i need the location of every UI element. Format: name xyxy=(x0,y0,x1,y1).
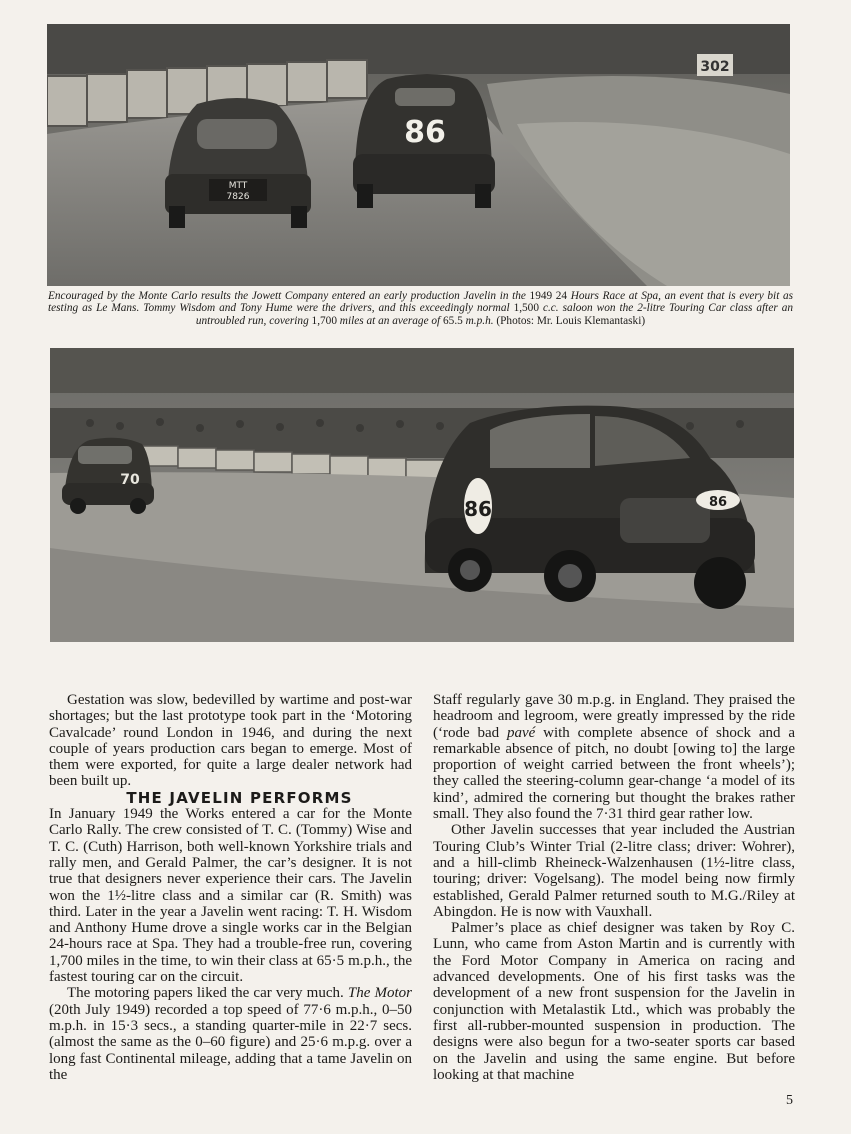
trailing-car-number: 70 xyxy=(120,472,140,488)
plate-line-1: MTT xyxy=(228,181,248,191)
paragraph: The motoring papers liked the car very much. The Motor (20th July 1949) recorded a top speed of 77·6 m.p.h., 0–50 m.p.h. in 15·3 secs., a standing quarter-mile in 22·7 secs. (almost the same as the 0–60 figure) and 25·6 m.p.g. over a long fast Continental mileage, adding that a tame Javelin on the xyxy=(49,985,413,1083)
page-number: 5 xyxy=(786,1093,793,1108)
paragraph: Other Javelin successes that year included the Austrian Touring Club’s Winter Trial (2-litre class; driver: Wohrer), and a hill-climb Rheineck-Walzenhausen (1½-litre class, touring; driver: Vogelsang). The model being now firmly established, Gerald Palmer returned south to M.G./Riley at Abingdon. He is now with Vauxhall. xyxy=(433,822,795,920)
photo-credit: (Photos: Mr. Louis Klemantaski) xyxy=(496,314,646,327)
paragraph: Gestation was slow, bedevilled by wartime and post-war shortages; but the last prototype took part in the ‘Motoring Cavalcade’ round London in 1946, and during the next couple of years production cars began to emerge. Most of them were exported, for quite a large dealer network had been built up. xyxy=(49,692,412,790)
section-heading: THE JAVELIN PERFORMS xyxy=(126,788,353,807)
lead-car-front-number: 86 xyxy=(708,495,728,510)
lead-car-side-number: 86 xyxy=(464,497,492,521)
photo-caption: Encouraged by the Monte Carlo results the Jowett Company entered an early production Javelin in the 1949 24 Hours Race at Spa, an event that is every bit as testing as Le Mans. Tommy Wisdom and Tony Hume were the drivers, and this exceedingly normal 1,500 c.c. saloon won the 2-litre Touring Car class after an untroubled run, covering 1,700 miles at an average of 65.5 m.p.h. (Photos: Mr. Louis Klemantaski) xyxy=(48,290,793,327)
paragraph: In January 1949 the Works entered a car for the Monte Carlo Rally. The crew consisted of T. C. (Tommy) Wise and T. C. (Cuth) Harrison, both well-known Yorkshire trials and rally men, and Gerald Palmer, the car’s designer. It is not true that designers never experience their cars. The Javelin won the 1½-litre class and a similar car (R. Smith) was third. Later in the year a Javelin went racing: T. H. Wisdom and Anthony Hume drove a single works car in the Belgian 24-hours race at Spa. They had a trouble-free run, covering 1,700 miles in the time, to win their class at 65·5 m.p.h., the fastest touring car on the circuit. xyxy=(49,806,412,986)
text-column-right xyxy=(433,692,795,1083)
race-photo-spa-bend xyxy=(50,348,794,642)
paragraph: Staff regularly gave 30 m.p.g. in England. They praised the headroom and legroom, were greatly impressed by the ride (‘rode bad pavé with complete absence of shock and a remarkable absence of pitch, no doubt [owing to] the large proportion of weight carried between the front wheels’); they called the steering-column gear-change ‘a model of its kind’, admired the cornering but thought the brakes rather small. They also found the 7·31 third gear rather low. xyxy=(433,692,795,823)
race-photo-spa-rear-view xyxy=(47,24,790,286)
text-column-left xyxy=(49,692,412,1083)
plate-line-2: 7826 xyxy=(226,192,250,202)
course-sign-text: 302 xyxy=(700,59,730,75)
car-86-rear xyxy=(353,74,495,208)
paragraph: Palmer’s place as chief designer was taken by Roy C. Lunn, who came from Aston Martin and is currently with the Ford Motor Company in America on racing and advanced developments. One of his first tasks was the development of a new front suspension for the Javelin in conjunction with Metalastik Ltd., which was probably the first all-rubber-mounted suspension in production. The designs were also begun for a two-seater sports car based on the Javelin and using the same engine. But before looking at that machine xyxy=(433,920,795,1083)
car-number: 86 xyxy=(404,115,446,150)
